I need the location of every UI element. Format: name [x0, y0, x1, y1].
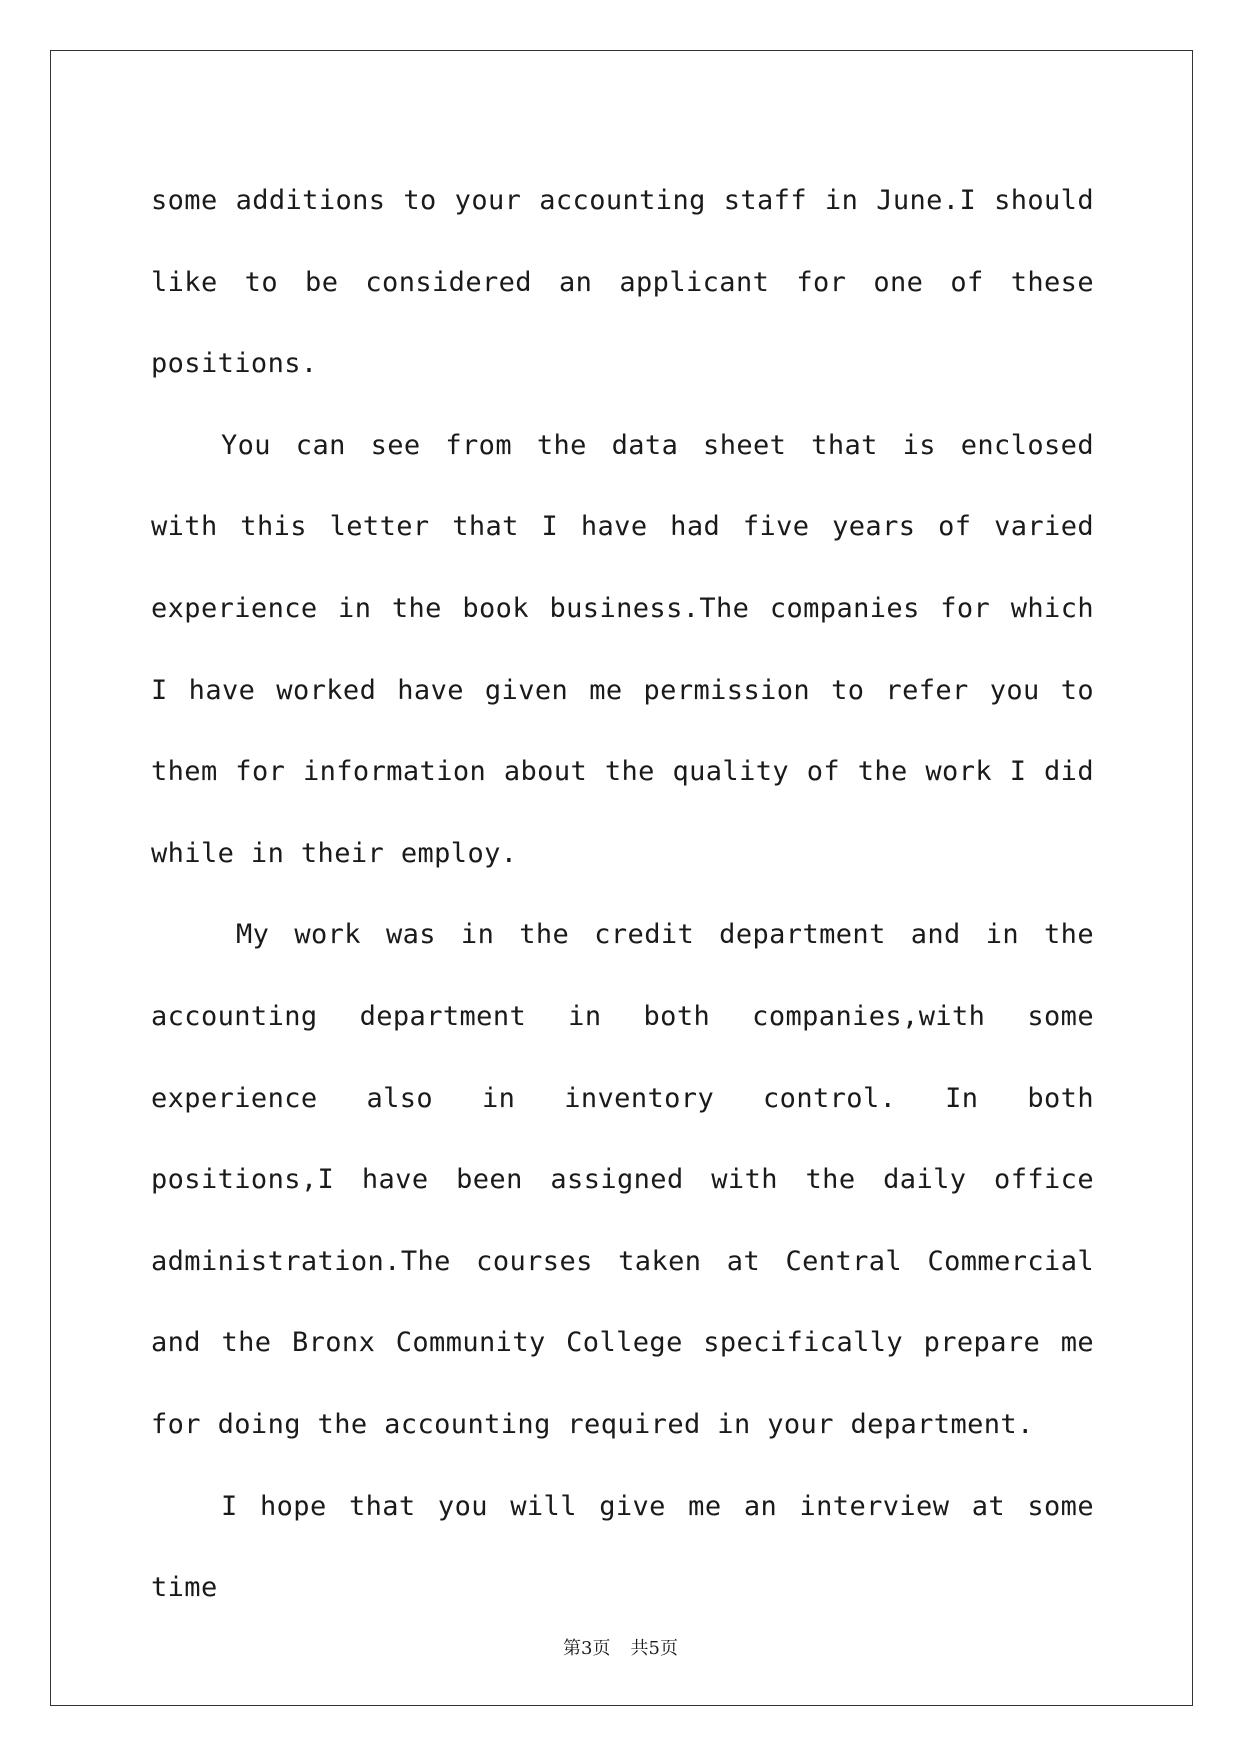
paragraph-4: I hope that you will give me an interview at some time [151, 1490, 1094, 1604]
page-number: 第3页 [563, 1638, 611, 1659]
paragraph-3: My work was in the credit department and in the accounting department in both companies,with some experience also in inventory control. In both positions,I have been assigned with the daily office administration.The courses taken at Central Commercial and the Bronx Community College specifically prepare me for doing the accounting required in your department. [151, 919, 1094, 1440]
paragraph-2: You can see from the data sheet that is enclosed with this letter that I have had five years of varied experience in the book business.The companies for which I have worked have given me permission to refer you to them for information about the quality of the work I did while in their employ. [151, 429, 1094, 869]
page-footer [0, 1634, 1241, 1660]
page-total: 共5页 [630, 1638, 678, 1659]
letter-body [151, 160, 1094, 1629]
paragraph-1: some additions to your accounting staff in June.I should like to be considered an applicant for one of these positions. [151, 185, 1094, 380]
